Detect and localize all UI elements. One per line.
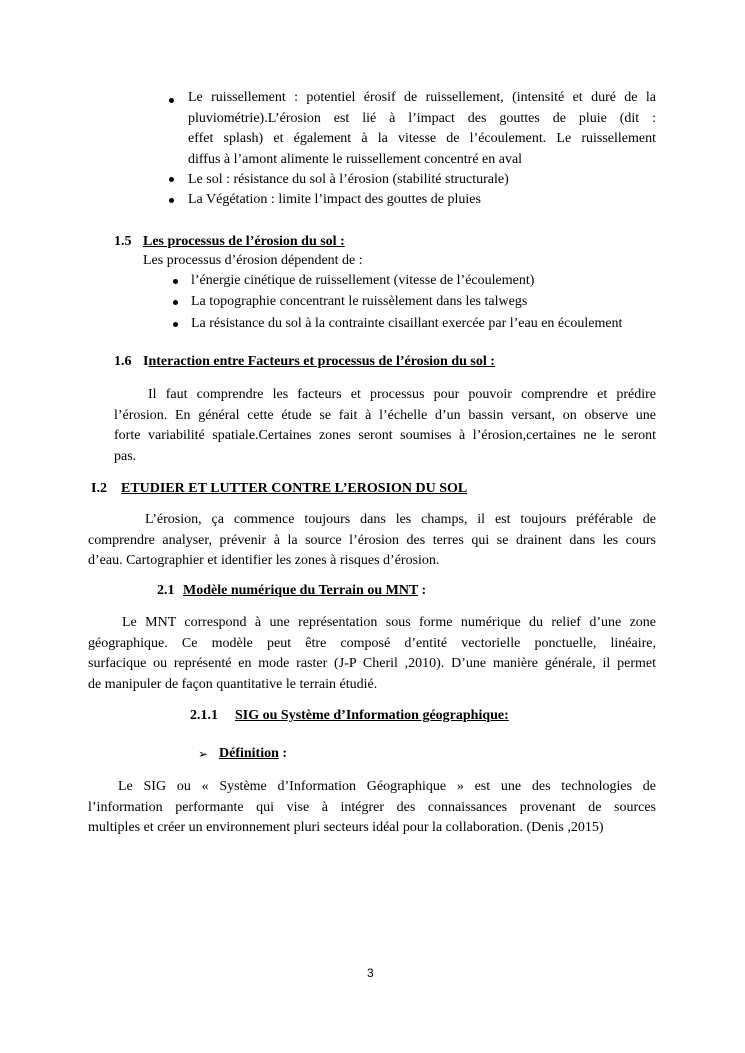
- process-item: l’énergie cinétique de ruissellement (vitesse de l’écoulement): [191, 273, 535, 288]
- bullet-ruissellement: [188, 88, 656, 170]
- bullet-dot: [173, 322, 178, 327]
- section-number: 1.6: [114, 354, 132, 369]
- text-line: comprendre analyser, prévenir à la source l’érosion des terres qui se drainent dans les cours: [88, 532, 656, 548]
- text-line: Le SIG ou « Système d’Information Géographique » est une des technologies de: [118, 779, 656, 794]
- text-line: Le ruissellement : potentiel érosif de ruissellement, (intensité et duré de la: [188, 90, 656, 105]
- section-number: 1.5: [114, 234, 132, 249]
- text-line: multiples et créer un environnement pluri secteurs idéal pour la collaboration. (Denis ,2015): [88, 820, 604, 835]
- text-line: forte variabilité spatiale.Certaines zones seront soumises à l’érosion,certaines ne le seront: [114, 428, 656, 443]
- title-text: Définition: [219, 746, 279, 761]
- title-text: Modèle numérique du Terrain ou MNT: [183, 583, 419, 598]
- title-colon: :: [418, 583, 427, 598]
- title-colon: :: [278, 746, 288, 761]
- text-line: pluviométrie).L’érosion est lié à l’impact des gouttes de pluie (dit :: [188, 110, 656, 126]
- bullet-vegetation: La Végétation : limite l’impact des gouttes de pluies: [188, 192, 481, 207]
- bullet-dot: [169, 198, 174, 203]
- text-line: L’érosion, ça commence toujours dans les champs, il est toujours préférable de: [145, 512, 656, 527]
- text-line: géographique. Ce modèle peut être composé d’entité vectorielle ponctuelle, linéaire,: [88, 635, 656, 651]
- text-line: Il faut comprendre les facteurs et processus pour pouvoir comprendre et prédire: [148, 387, 656, 402]
- section-intro: Les processus d’érosion dépendent de :: [143, 253, 363, 268]
- bullet-sol: Le sol : résistance du sol à l’érosion (stabilité structurale): [188, 172, 509, 187]
- section-paragraph: [88, 613, 656, 695]
- process-item: La résistance du sol à la contrainte cisaillant exercée par l’eau en écoulement: [191, 316, 623, 331]
- text-line: effet splash) et également à la vitesse de l’écoulement. Le ruissellement: [188, 131, 656, 146]
- process-item: La topographie concentrant le ruissèlement dans les talwegs: [191, 294, 528, 309]
- section-title: [183, 581, 426, 601]
- text-line: de manipuler de façon quantitative le terrain étudié.: [88, 676, 378, 692]
- arrow-bullet-icon: ➢: [198, 747, 209, 761]
- sig-definition-paragraph: [88, 777, 656, 839]
- bullet-dot: [173, 300, 178, 305]
- section-title: ETUDIER ET LUTTER CONTRE L’EROSION DU SOL: [121, 481, 468, 496]
- page-number: 3: [367, 966, 374, 980]
- section-paragraph: [114, 385, 656, 467]
- definition-title: [219, 744, 287, 764]
- text-line: Le MNT correspond à une représentation sous forme numérique du relief d’une zone: [122, 615, 656, 630]
- bullet-dot: [169, 98, 174, 103]
- text-line: d’eau. Cartographier et identifier les zones à risques d’érosion.: [88, 553, 440, 568]
- text-line: l’information performante qui vise à intégrer des connaissances provenant de sources: [88, 799, 656, 815]
- section-number: I.2: [91, 481, 107, 496]
- section-title: Les processus de l’érosion du sol :: [143, 234, 345, 249]
- title-initial: I: [143, 354, 149, 369]
- title-rest: nteraction entre Facteurs et processus de l’érosion du sol :: [148, 354, 495, 369]
- section-number: 2.1.1: [190, 708, 218, 723]
- text-line: pas.: [114, 448, 137, 464]
- section-paragraph: [88, 510, 656, 572]
- section-title: SIG ou Système d’Information géographique:: [235, 708, 509, 723]
- bullet-dot: [169, 177, 174, 182]
- text-line: l’érosion. En général cette étude se fait à l’échelle d’un bassin versant, on observe une: [114, 407, 656, 423]
- text-line: surfacique ou représenté en mode raster (J-P Cheril ,2010). D’une manière générale, il permet: [88, 656, 656, 671]
- bullet-dot: [173, 279, 178, 284]
- section-title: [143, 352, 495, 372]
- section-number: 2.1: [157, 583, 175, 598]
- text-line: diffus à l’amont alimente le ruissellement concentré en aval: [188, 151, 523, 167]
